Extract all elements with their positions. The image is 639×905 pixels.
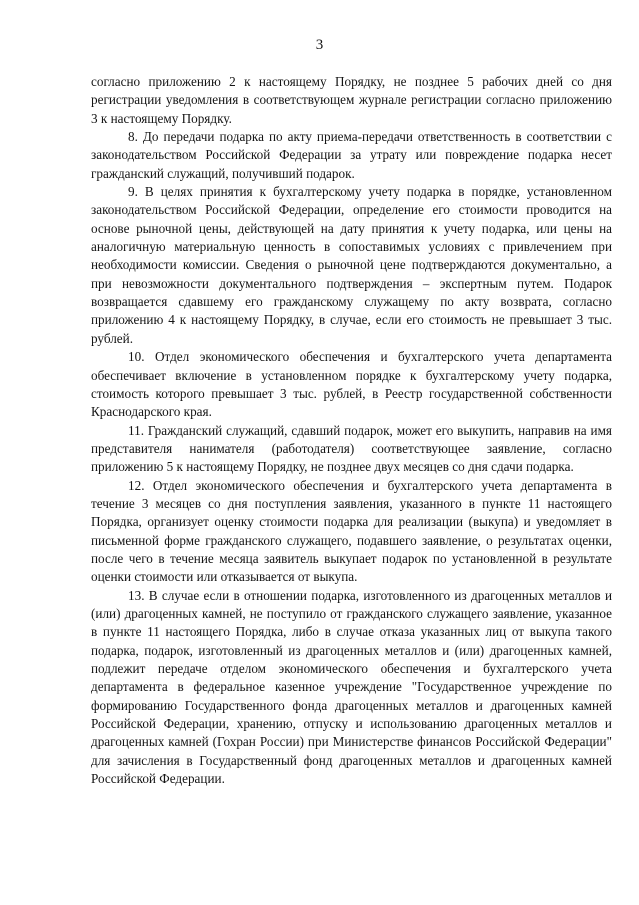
paragraph-continuation: согласно приложению 2 к настоящему Порядку, не позднее 5 рабочих дней со дня регистрации уведомления в соответствующем журнале регистрации согласно приложению 3 к настоящему Порядку. (91, 74, 612, 126)
paragraph-9: 9. В целях принятия к бухгалтерскому учету подарка в порядке, установленном законодательством Российской Федерации, определение его стоимости проводится на основе рыночной цены, действующей на дату принятия к учету подарка, или цены на аналогичную материальную ценность в сопоставимых условиях с привлечением при необходимости комиссии. Сведения о рыночной цене подтверждаются документально, а при невозможности документального подтверждения – экспертным путем. Подарок возвращается сдавшему его гражданскому служащему по акту возврата, согласно приложению 4 к настоящему Порядку, в случае, если его стоимость не превышает 3 тыс. рублей. (91, 184, 612, 346)
paragraph-10: 10. Отдел экономического обеспечения и бухгалтерского учета департамента обеспечивает включение в установленном порядке к бухгалтерскому учету подарка, стоимость которого превышает 3 тыс. рублей, в Реестр государственной собственности Краснодарского края. (91, 349, 612, 420)
paragraph-8: 8. До передачи подарка по акту приема-передачи ответственность в соответствии с законодательством Российской Федерации за утрату или повреждение подарка несет гражданский служащий, получивший подарок. (91, 129, 612, 181)
page-number: 3 (315, 37, 324, 53)
paragraph-12: 12. Отдел экономического обеспечения и бухгалтерского учета департамента в течение 3 месяцев со дня поступления заявления, указанного в пункте 11 настоящего Порядка, организует оценку стоимости подарка для реализации (выкупа) и уведомляет в письменной форме гражданского служащего, подавшего заявление, о результатах оценки, после чего в течение месяца заявитель выкупает подарок по установленной в результате оценки стоимости или отказывается от выкупа. (91, 477, 612, 585)
document-body (91, 73, 612, 788)
paragraph-11: 11. Гражданский служащий, сдавший подарок, может его выкупить, направив на имя представителя нанимателя (работодателя) соответствующее заявление, согласно приложению 5 к настоящему Порядку, не позднее двух месяцев со дня сдачи подарка. (91, 422, 612, 475)
paragraph-13: 13. В случае если в отношении подарка, изготовленного из драгоценных металлов и (или) драгоценных камней, не поступило от гражданского служащего заявление, указанное в пункте 11 настоящего Порядка, либо в случае отказа указанных лиц от выкупа такого подарка, подарок, изготовленный из драгоценных металлов и (или) драгоценных камней, подлежит передаче отделом экономического обеспечения и бухгалтерского учета департамента в федеральное казенное учреждение "Государственное учреждение по формированию Государственного фонда драгоценных металлов и драгоценных камней Российской Федерации, хранению, отпуску и использованию драгоценных металлов и драгоценных камней (Гохран России) при Министерстве финансов Российской Федерации" для зачисления в Государственный фонд драгоценных металлов и драгоценных камней Российской Федерации. (91, 587, 612, 787)
